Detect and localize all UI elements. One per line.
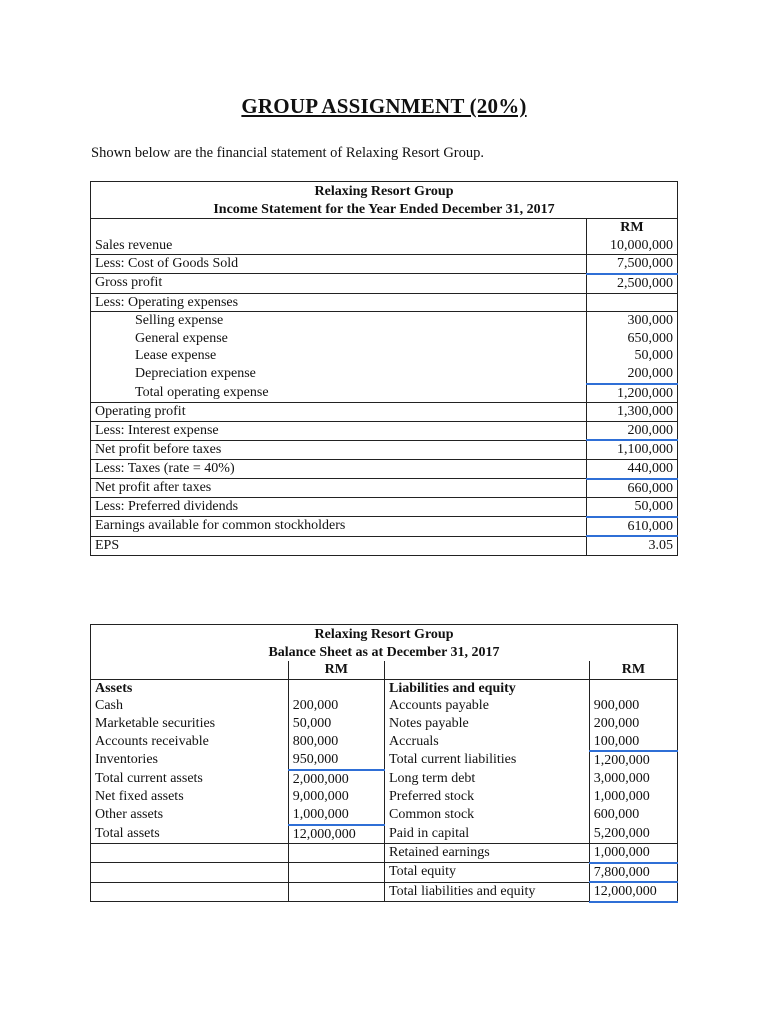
- table-row: [91, 825, 678, 844]
- row-label: Depreciation expense: [91, 365, 587, 384]
- liability-label: Total liabilities and equity: [385, 882, 590, 902]
- row-label: Less: Cost of Goods Sold: [91, 255, 587, 274]
- asset-label: Accounts receivable: [91, 733, 289, 752]
- row-value: 200,000: [586, 421, 677, 440]
- row-value: 200,000: [586, 365, 677, 384]
- liability-value: 1,200,000: [589, 751, 677, 770]
- liability-value: 3,000,000: [589, 770, 677, 789]
- row-label: Total operating expense: [91, 384, 587, 403]
- asset-value: 1,000,000: [288, 806, 384, 825]
- table-row: [91, 697, 678, 715]
- table-row: [91, 715, 678, 733]
- liability-label: Paid in capital: [385, 825, 590, 844]
- balance-unit-left: RM: [288, 661, 384, 679]
- income-header: [91, 182, 678, 219]
- liability-value: 900,000: [589, 697, 677, 715]
- table-row: [91, 459, 678, 478]
- balance-header: [91, 625, 678, 662]
- row-value: 3.05: [586, 536, 677, 555]
- row-value: 50,000: [586, 347, 677, 365]
- balance-unit-row: [91, 661, 678, 679]
- table-row: [91, 293, 678, 312]
- liability-label: Accruals: [385, 733, 590, 752]
- balance-heading: Balance Sheet as at December 31, 2017: [268, 644, 500, 660]
- table-row: [91, 770, 678, 789]
- row-label: Sales revenue: [91, 237, 587, 255]
- table-row: [91, 440, 678, 459]
- row-value: 1,300,000: [586, 403, 677, 422]
- liability-value: 600,000: [589, 806, 677, 825]
- liability-label: Long term debt: [385, 770, 590, 789]
- liability-value: 200,000: [589, 715, 677, 733]
- liability-value: 7,800,000: [589, 863, 677, 883]
- income-company: Relaxing Resort Group: [314, 184, 454, 199]
- row-value: 300,000: [586, 312, 677, 330]
- asset-label: Cash: [91, 697, 289, 715]
- table-row: [91, 806, 678, 825]
- asset-label: Total current assets: [91, 770, 289, 789]
- balance-header-row: [91, 625, 678, 662]
- liability-label: Retained earnings: [385, 844, 590, 863]
- liability-value: 1,000,000: [589, 844, 677, 863]
- row-label: General expense: [91, 330, 587, 348]
- row-label: Lease expense: [91, 347, 587, 365]
- table-row: [91, 863, 678, 883]
- table-row: [91, 330, 678, 348]
- intro-text: Shown below are the financial statement of Relaxing Resort Group.: [91, 145, 485, 161]
- asset-value: 12,000,000: [288, 825, 384, 844]
- asset-label: Inventories: [91, 751, 289, 770]
- table-row: [91, 365, 678, 384]
- table-row: [91, 536, 678, 555]
- row-value: 10,000,000: [586, 237, 677, 255]
- row-value: [586, 293, 677, 312]
- liability-label: Accounts payable: [385, 697, 590, 715]
- table-row: [91, 788, 678, 806]
- liability-value: 12,000,000: [589, 882, 677, 902]
- row-label: Less: Interest expense: [91, 421, 587, 440]
- table-row: [91, 274, 678, 293]
- table-row: [91, 733, 678, 752]
- balance-sheet-table: [90, 624, 678, 903]
- asset-value: 800,000: [288, 733, 384, 752]
- liability-value: 1,000,000: [589, 788, 677, 806]
- row-label: Less: Operating expenses: [91, 293, 587, 312]
- income-header-row: [91, 182, 678, 219]
- table-row: [91, 421, 678, 440]
- table-row: [91, 312, 678, 330]
- row-label: Less: Taxes (rate = 40%): [91, 459, 587, 478]
- asset-label: Other assets: [91, 806, 289, 825]
- row-label: EPS: [91, 536, 587, 555]
- asset-label: Marketable securities: [91, 715, 289, 733]
- liabilities-header: Liabilities and equity: [385, 679, 590, 697]
- asset-value: 200,000: [288, 697, 384, 715]
- row-label: Earnings available for common stockholders: [91, 517, 587, 537]
- table-row: [91, 347, 678, 365]
- asset-label: Net fixed assets: [91, 788, 289, 806]
- row-label: Net profit after taxes: [91, 479, 587, 498]
- row-value: 1,200,000: [586, 384, 677, 403]
- balance-company: Relaxing Resort Group: [314, 627, 454, 642]
- table-row: [91, 498, 678, 517]
- table-row: [91, 679, 678, 697]
- row-value: 2,500,000: [586, 274, 677, 293]
- table-row: [91, 517, 678, 537]
- row-value: 660,000: [586, 479, 677, 498]
- income-heading: Income Statement for the Year Ended December 31, 2017: [213, 201, 555, 217]
- liability-value: 5,200,000: [589, 825, 677, 844]
- row-value: 7,500,000: [586, 255, 677, 274]
- liability-label: Notes payable: [385, 715, 590, 733]
- row-value: 1,100,000: [586, 440, 677, 459]
- row-value: 650,000: [586, 330, 677, 348]
- liability-label: Total equity: [385, 863, 590, 883]
- asset-value: 9,000,000: [288, 788, 384, 806]
- table-row: [91, 255, 678, 274]
- asset-value: 2,000,000: [288, 770, 384, 789]
- balance-unit-right: RM: [589, 661, 677, 679]
- row-value: 440,000: [586, 459, 677, 478]
- row-value: 50,000: [586, 498, 677, 517]
- liability-label: Preferred stock: [385, 788, 590, 806]
- row-label: Selling expense: [91, 312, 587, 330]
- income-statement-table: [90, 181, 678, 556]
- asset-value: 50,000: [288, 715, 384, 733]
- asset-value: 950,000: [288, 751, 384, 770]
- row-label: Operating profit: [91, 403, 587, 422]
- table-row: [91, 751, 678, 770]
- row-label: Net profit before taxes: [91, 440, 587, 459]
- table-row: [91, 237, 678, 255]
- liability-label: Common stock: [385, 806, 590, 825]
- table-row: [91, 384, 678, 403]
- table-row: [91, 882, 678, 902]
- page-title: GROUP ASSIGNMENT (20%): [241, 94, 527, 118]
- table-row: [91, 844, 678, 863]
- table-row: [91, 479, 678, 498]
- income-unit: RM: [586, 219, 677, 237]
- liability-value: 100,000: [589, 733, 677, 752]
- assets-header: Assets: [91, 679, 289, 697]
- row-label: Gross profit: [91, 274, 587, 293]
- row-value: 610,000: [586, 517, 677, 537]
- row-label: Less: Preferred dividends: [91, 498, 587, 517]
- asset-label: Total assets: [91, 825, 289, 844]
- income-unit-row: [91, 219, 678, 237]
- table-row: [91, 403, 678, 422]
- liability-label: Total current liabilities: [385, 751, 590, 770]
